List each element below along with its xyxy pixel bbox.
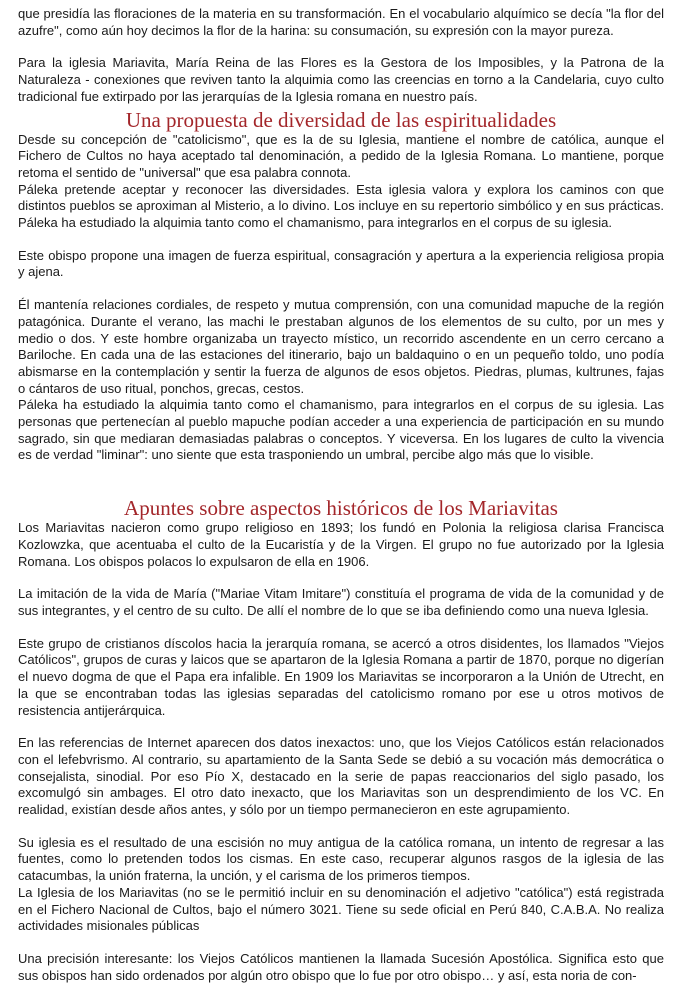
- paragraph: Páleka ha estudiado la alquimia tanto como el chamanismo, para integrarlos en el corpus de su iglesia. Las personas que pertenecían al pueblo mapuche podían acceder a una experiencia de participación en su mundo sagrado, sin que mediaran demasiadas palabras o conceptos. Y viceversa. En los lugares de culto la vivencia es de verdad "liminar": uno siente que esta trasponiendo un umbral, percibe algo más que lo visible.: [18, 397, 664, 463]
- paragraph-spacer: [18, 620, 664, 636]
- section-spacer: [18, 464, 664, 494]
- paragraph: En las referencias de Internet aparecen dos datos inexactos: uno, que los Viejos Católicos están relacionados con el lefebvrismo. Al contrario, su apartamiento de la Santa Sede se debió a su vocación más democrática o consejalista, sinodial. Por eso Pío X, destacado en la serie de papas reaccionarios del siglo pasado, los excomulgó sin ambages. El otro dato inexacto, que los Mariavitas son un desprendimiento de los VC. En realidad, existían desde años antes, y sólo por un tiempo permanecieron en este agrupamiento.: [18, 735, 664, 818]
- paragraph: Una precisión interesante: los Viejos Católicos mantienen la llamada Sucesión Apostólica. Significa esto que sus obispos han sido ordenados por algún otro obispo que lo fue por otro obispo… y así, esta noria de con-: [18, 950, 664, 983]
- paragraph-spacer: [18, 719, 664, 735]
- paragraph: Él mantenía relaciones cordiales, de respeto y mutua comprensión, con una comunidad mapuche de la región patagónica. Durante el verano, las machi le prestaban algunos de los elementos de su culto, por un mes y medio o dos. Y este hombre organizaba un trayecto místico, un recorrido ascendente en un cerro cercano a Bariloche. En cada una de las estaciones del itinerario, bajo un baldaquino o en un pequeño toldo, uno podía abismarse en la contemplación y sentir la fuerza de algunos de esos objetos. Piedras, plumas, kultrunes, fajas o cántaros de uso ritual, ponchos, grecas, cestos.: [18, 297, 664, 396]
- paragraph: La imitación de la vida de María ("Mariae Vitam Imitare") constituía el programa de vida de la comunidad y de sus integrantes, y el centro de su culto. De allí el nombre de lo que se iba definiendo como una nueva Iglesia.: [18, 586, 664, 618]
- paragraph: La Iglesia de los Mariavitas (no se le permitió incluir en su denominación el adjetivo "católica") está registrada en el Fichero Nacional de Cultos, bajo el número 3021. Tiene su sede oficial en Perú 840, C.A.B.A. No realiza actividades misionales públicas: [18, 884, 664, 934]
- paragraph-spacer: [18, 39, 664, 55]
- section-heading: Una propuesta de diversidad de las espiritualidades: [125, 107, 557, 132]
- article-body: [18, 6, 664, 984]
- paragraph: Este grupo de cristianos díscolos hacia la jerarquía romana, se acercó a otros disidentes, los llamados "Viejos Católicos", grupos de curas y laicos que se apartaron de la Iglesia Romana a partir de 1870, porque no digerían el nuevo dogma de que el Papa era infalible. En 1909 los Mariavitas se incorporaron a la Unión de Utrecht, en la que se encontraban todas las iglesias separadas del catolicismo romano por ese u otros motivos de resistencia antijerárquica.: [18, 635, 664, 718]
- paragraph: Este obispo propone una imagen de fuerza espiritual, consagración y apertura a la experiencia religiosa propia y ajena.: [18, 247, 664, 280]
- paragraph-spacer: [18, 281, 664, 297]
- section-heading: Apuntes sobre aspectos históricos de los Mariavitas: [124, 496, 558, 521]
- paragraph: que presidía las floraciones de la materia en su transformación. En el vocabulario alquímico se decía "la flor del azufre", como aún hoy decimos la flor de la harina: su consumación, su expresión con la mayor pureza.: [18, 6, 664, 38]
- paragraph: Páleka pretende aceptar y reconocer las diversidades. Esta iglesia valora y explora los caminos con que distintos pueblos se aproximan al Misterio, a lo divino. Los incluye en su repertorio simbólico y en sus prácticas. Páleka ha estudiado la alquimia tanto como el chamanismo, para integrarlos en el corpus de su iglesia.: [18, 181, 664, 231]
- paragraph-spacer: [18, 570, 664, 586]
- paragraph-spacer: [18, 232, 664, 248]
- paragraph-spacer: [18, 935, 664, 951]
- paragraph: Para la iglesia Mariavita, María Reina de las Flores es la Gestora de los Imposibles, y la Patrona de la Naturaleza - conexiones que reviven tanto la alquimia como las creencias en torno a la Candelaria, cuyo culto tradicional fue extirpado por las jerarquías de la Iglesia romana en nuestro país.: [18, 55, 664, 104]
- paragraph-spacer: [18, 819, 664, 835]
- paragraph: Los Mariavitas nacieron como grupo religioso en 1893; los fundó en Polonia la religiosa clarisa Francisca Kozlowzka, que acentuaba el culto de la Eucaristía y de la Virgen. El grupo no fue autorizado por la Iglesia Romana. Los obispos polacos lo expulsaron de ella en 1906.: [18, 520, 664, 569]
- paragraph: Su iglesia es el resultado de una escisión no muy antigua de la católica romana, un intento de regresar a las fuentes, como lo pretenden todos los cismas. En este caso, recuperar algunos rasgos de la iglesia de las catacumbas, la unión fraterna, la unción, y el carisma de los primeros tiempos.: [18, 834, 664, 884]
- paragraph: Desde su concepción de "catolicismo", que es la de su Iglesia, mantiene el nombre de católica, aunque el Fichero de Cultos no haya aceptado tal denominación, a pedido de la Iglesia Romana. Lo mantiene, porque retoma el sentido de "universal" que esa palabra connota.: [18, 131, 664, 180]
